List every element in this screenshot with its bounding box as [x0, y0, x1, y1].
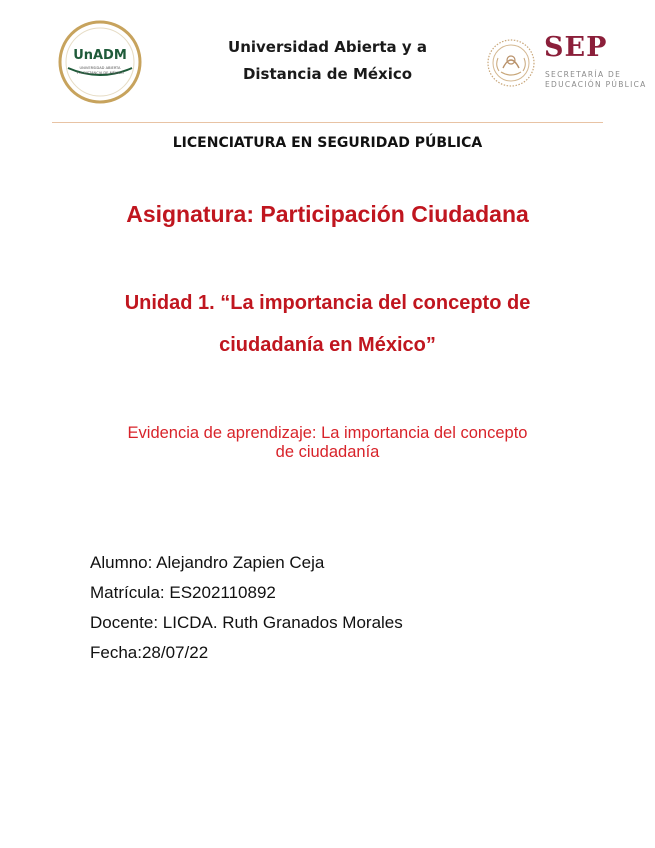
sep-seal-icon [486, 38, 536, 88]
university-name-line1: Universidad Abierta y a [228, 38, 427, 56]
student-id: Matrícula: ES202110892 [90, 583, 276, 602]
unit-title-line1: Unidad 1. “La importancia del concepto de [124, 292, 531, 314]
unadm-logo [58, 20, 142, 104]
unit-title [0, 282, 655, 366]
document-date: Fecha:28/07/22 [90, 643, 209, 662]
university-name-line2: Distancia de México [242, 65, 413, 83]
evidence-title-line2: de ciudadanía [275, 443, 380, 461]
header-divider [52, 122, 603, 123]
student-info [90, 548, 403, 668]
unadm-logo-text: UnADM [73, 48, 127, 63]
evidence-title [60, 424, 595, 462]
unit-title-line2: ciudadanía en México” [219, 334, 436, 356]
sep-subtitle-line2: EDUCACIÓN PÚBLICA [545, 80, 647, 89]
sep-subtitle-line1: SECRETARÍA DE [545, 70, 622, 79]
university-name [200, 34, 455, 88]
unadm-logo-fine-print-2: Y A DISTANCIA DE MÉXICO [76, 71, 124, 75]
teacher-name: Docente: LICDA. Ruth Granados Morales [90, 613, 403, 632]
unadm-logo-fine-print-1: UNIVERSIDAD ABIERTA [79, 66, 121, 70]
sep-logo-subtitle [545, 70, 647, 90]
sep-logo-word: SEP [544, 32, 608, 63]
student-name: Alumno: Alejandro Zapien Ceja [90, 553, 325, 572]
degree-title: LICENCIATURA EN SEGURIDAD PÚBLICA [172, 135, 483, 151]
subject-title: Asignatura: Participación Ciudadana [126, 201, 529, 227]
evidence-title-line1: Evidencia de aprendizaje: La importancia del concepto [127, 424, 528, 442]
